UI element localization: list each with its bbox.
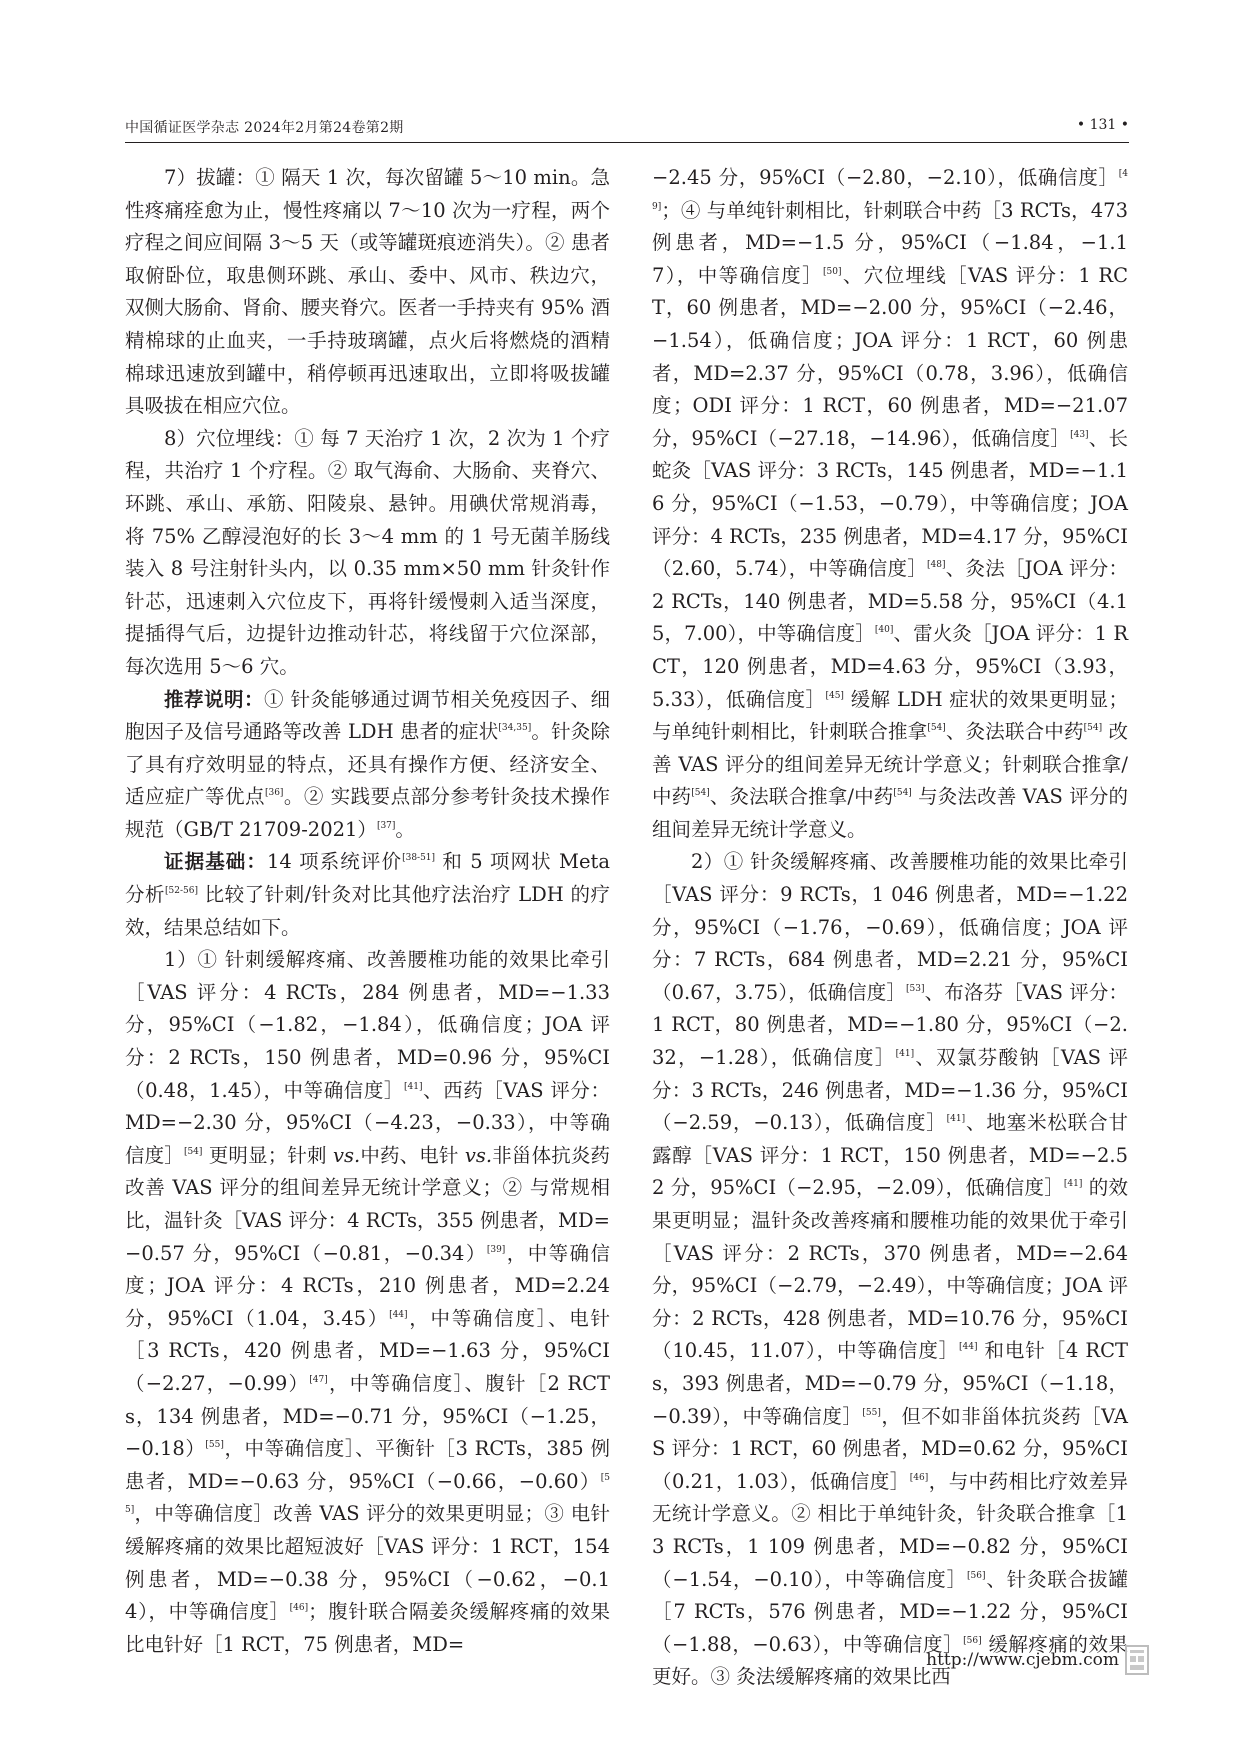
citation[interactable]: [43] [1070, 429, 1089, 440]
paragraph-result-1-continued: −2.45 分，95%CI（−2.80，−2.10），低确信度］[49]；④ 与单纯针刺相比，针刺联合中药［3 RCTs，473 例患者，MD=−1.5 分，95%CI（−1.84，−1.17），中等确信度］[50]、穴位埋线［VAS 评分：1 RCT，60 例患者，MD=−2.00 分，95%CI（−2.46，−1.54），低确信度；JOA 评分：1 RCT，60 例患者，MD=2.37 分，95%CI（0.78，3.96），低确信度；ODI 评分：1 RCT，60 例患者，MD=−21.07 分，95%CI（−27.18，−14.96），低确信度］[43]、长蛇灸［VAS 评分：3 RCTs，145 例患者，MD=−1.16 分，95%CI（−1.53，−0.79），中等确信度；JOA 评分：4 RCTs，235 例患者，MD=4.17 分，95%CI（2.60，5.74），中等确信度］[48]、灸法［JOA 评分：2 RCTs，140 例患者，MD=5.58 分，95%CI（4.15，7.00），中等确信度］[40]、雷火灸［JOA 评分：1 RCT，120 例患者，MD=4.63 分，95%CI（3.93，5.33），低确信度］[45] 缓解 LDH 症状的效果更明显；与单纯针刺相比，针刺联合推拿[54]、灸法联合中药[54] 改善 VAS 评分的组间差异无统计学意义；针刺联合推拿/中药[54]、灸法联合推拿/中药[54] 与灸法改善 VAS 评分的组间差异无统计学意义。 [652, 166, 1128, 841]
citation[interactable]: [37] [376, 820, 396, 831]
paragraph-catgut-embedding: 8）穴位埋线：① 每 7 天治疗 1 次，2 次为 1 个疗程，共治疗 1 个疗程。② 取气海俞、大肠俞、夹脊穴、环跳、承山、承筋、阳陵泉、悬钟。用碘伏常规消毒，将 75% 乙醇浸泡好的长 3～4 mm 的 1 号无菌羊肠线装入 8 号注射针头内，以 0.35 mm×50 mm 针灸针作针芯，迅速刺入穴位皮下，再将针缓慢刺入适当深度，提插得气后，边提针边推动针芯，将线留于穴位深部，每次选用 5～6 穴。 [125, 426, 610, 678]
citation[interactable]: [52-56] [164, 886, 198, 897]
citation[interactable]: [48] [926, 560, 946, 571]
citation[interactable]: [56] [963, 1635, 982, 1646]
citation[interactable]: [44] [959, 1342, 978, 1353]
paragraph-evidence-basis: 证据基础：14 项系统评价[38-51] 和 5 项网状 Meta 分析[52-56] 比较了针刺/针灸对比其他疗法治疗 LDH 的疗效，结果总结如下。 [125, 850, 610, 939]
citation[interactable]: [41] [404, 1081, 423, 1092]
journal-url-link[interactable]: http://www.cjebm.com [926, 1650, 1119, 1670]
header-divider [125, 142, 1129, 143]
citation[interactable]: [40] [874, 625, 894, 636]
citation[interactable]: [34,35] [498, 723, 532, 734]
paragraph-recommendation-note: 推荐说明：① 针灸能够通过调节相关免疫因子、细胞因子及信号通路等改善 LDH 患者的症状[34,35]。针灸除了具有疗效明显的特点，还具有操作方便、经济安全、适应症广等优点[36]。② 实践要点部分参考针灸技术操作规范（GB/T 21709-2021）[37]。 [125, 687, 610, 841]
citation[interactable]: [55] [205, 1440, 224, 1451]
citation[interactable]: [36] [264, 788, 284, 799]
citation[interactable]: [45] [825, 690, 844, 701]
citation[interactable]: [41] [1063, 1179, 1083, 1190]
paragraph-result-1: 1）① 针刺缓解疼痛、改善腰椎功能的效果比牵引［VAS 评分：4 RCTs，284 例患者，MD=−1.33 分，95%CI（−1.82，−1.84），低确信度；JOA 评分：2 RCTs，150 例患者，MD=0.96 分，95%CI（0.48，1.45），中等确信度］[41]、西药［VAS 评分：MD=−2.30 分，95%CI（−4.23，−0.33），中等确信度］[54] 更明显；针刺 vs.中药、电针 vs.非甾体抗炎药改善 VAS 评分的组间差异无统计学意义；② 与常规相比，温针灸［VAS 评分：4 RCTs，355 例患者，MD=−0.57 分，95%CI（−0.81，−0.34）[39]，中等确信度；JOA 评分：4 RCTs，210 例患者，MD=2.24 分，95%CI（1.04，3.45）[44]，中等确信度］、电针［3 RCTs，420 例患者，MD=−1.63 分，95%CI（−2.27，−0.99）[47]，中等确信度］、腹针［2 RCTs，134 例患者，MD=−0.71 分，95%CI（−1.25，−0.18）[55]，中等确信度］、平衡针［3 RCTs，385 例患者，MD=−0.63 分，95%CI（−0.66，−0.60）[55]，中等确信度］改善 VAS 评分的效果更明显；③ 电针缓解疼痛的效果比超短波好［VAS 评分：1 RCT，154 例患者，MD=−0.38 分，95%CI（−0.62，−0.14），中等确信度］[46]；腹针联合隔姜灸缓解疼痛的效果比电针好［1 RCT，75 例患者，MD= [125, 948, 611, 1656]
citation[interactable]: [54] [1083, 723, 1103, 734]
citation[interactable]: [46] [909, 1472, 929, 1483]
paragraph-result-2: 2）① 针灸缓解疼痛、改善腰椎功能的效果比牵引［VAS 评分：9 RCTs，1 046 例患者，MD=−1.22 分，95%CI（−1.76，−0.69），低确信度；JOA 评分：7 RCTs，684 例患者，MD=2.21 分，95%CI（0.67，3.75），低确信度］[53]、布洛芬［VAS 评分：1 RCT，80 例患者，MD=−1.80 分，95%CI（−2.32，−1.28），低确信度］[41]、双氯芬酸钠［VAS 评分：3 RCTs，246 例患者，MD=−1.36 分，95%CI（−2.59，−0.13），低确信度］[41]、地塞米松联合甘露醇［VAS 评分：1 RCT，150 例患者，MD=−2.52 分，95%CI（−2.95，−2.09），低确信度］[41] 的效果更明显；温针灸改善疼痛和腰椎功能的效果优于牵引［VAS 评分：2 RCTs，370 例患者，MD=−2.64 分，95%CI（−2.79，−2.49），中等确信度；JOA 评分：2 RCTs，428 例患者，MD=10.76 分，95%CI（10.45，11.07），中等确信度］[44] 和电针［4 RCTs，393 例患者，MD=−0.79 分，95%CI（−1.18，−0.39），中等确信度］[55]，但不如非甾体抗炎药［VAS 评分：1 RCT，60 例患者，MD=0.62 分，95%CI（0.21，1.03），低确信度］[46]，与中药相比疗效差异无统计学意义。② 相比于单纯针灸，针灸联合推拿［13 RCTs，1 109 例患者，MD=−0.82 分，95%CI（−1.54，−0.10），中等确信度］[56]、针灸联合拔罐［7 RCTs，576 例患者，MD=−1.22 分，95%CI（−1.88，−0.63），中等确信度］[56] 缓解疼痛的效果更好。③ 灸法缓解疼痛的效果比西 [652, 850, 1129, 1689]
citation[interactable]: [53] [905, 983, 925, 994]
citation[interactable]: [41] [946, 1114, 966, 1125]
citation[interactable]: [54] [893, 788, 912, 799]
citation[interactable]: [44] [389, 1309, 408, 1320]
journal-seal-icon [1125, 1645, 1149, 1675]
evidence-label: 证据基础： [164, 850, 267, 874]
journal-header: 中国循证医学杂志 2024年2月第24卷第2期 [125, 120, 404, 136]
citation[interactable]: [41] [895, 1049, 915, 1060]
citation[interactable]: [38-51] [402, 853, 436, 864]
page-footer [926, 1645, 1149, 1675]
citation[interactable]: [49] [652, 169, 1128, 212]
citation[interactable]: [56] [967, 1570, 986, 1581]
citation[interactable]: [39] [486, 1244, 506, 1255]
citation[interactable]: [47] [309, 1374, 328, 1385]
citation[interactable]: [55] [125, 1472, 610, 1516]
citation[interactable]: [54] [691, 788, 710, 799]
left-column [125, 162, 610, 1661]
recommendation-label: 推荐说明： [164, 687, 264, 711]
citation[interactable]: [54] [927, 723, 946, 734]
paragraph-cupping: 7）拔罐：① 隔天 1 次，每次留罐 5～10 min。急性疼痛痊愈为止，慢性疼痛以 7～10 次为一疗程，两个疗程之间应间隔 3～5 天（或等罐斑痕迹消失）。② 患者取俯卧位，取患侧环跳、承山、委中、风市、秩边穴，双侧大肠俞、肾俞、腰夹脊穴。医者一手持夹有 95% 酒精棉球的止血夹，一手持玻璃罐，点火后将燃烧的酒精棉球迅速放到罐中，稍停顿再迅速取出，立即将吸拔罐具吸拔在相应穴位。 [125, 166, 610, 418]
citation[interactable]: [46] [289, 1603, 309, 1614]
citation[interactable]: [54] [183, 1146, 203, 1157]
right-column [652, 162, 1128, 1694]
citation[interactable]: [55] [862, 1407, 881, 1418]
page-number: • 131 • [1076, 117, 1129, 133]
citation[interactable]: [50] [822, 266, 842, 277]
